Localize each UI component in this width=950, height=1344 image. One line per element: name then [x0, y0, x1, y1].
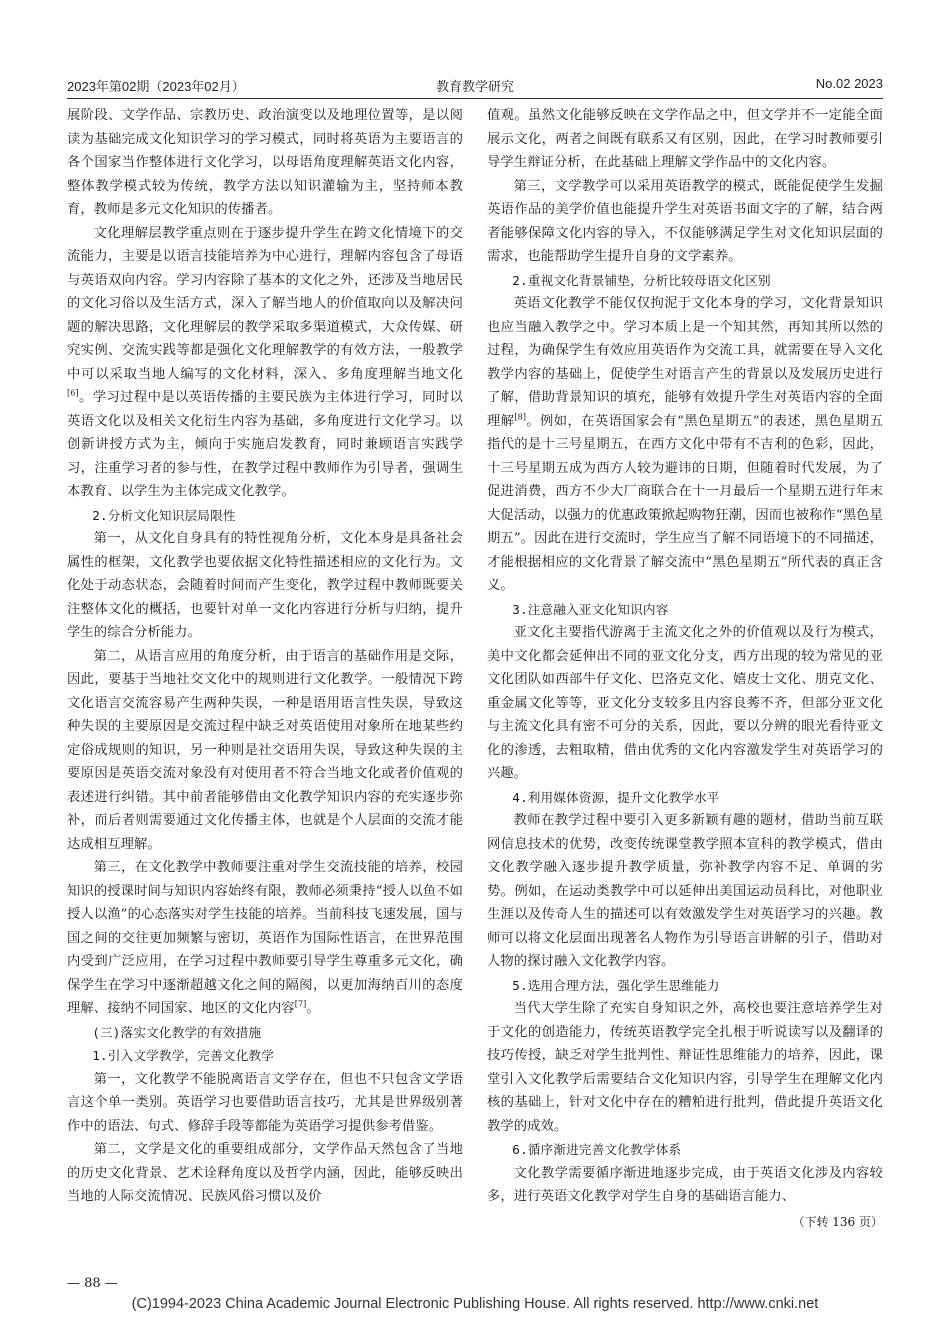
paragraph: 当代大学生除了充实自身知识之外，高校也要注意培养学生对于文化的创造能力，传统英语教学完全扎根于听说读写以及翻译的技巧传授，缺乏对学生批判性、辩证性思维能力的培养，因此，课堂引入文化教学后需要结合文化知识内容，引导学生在理解文化内核的基础上，针对文化中存在的糟粕进行批判，借此提升英语文化教学的成效。 [487, 1001, 883, 1134]
left-column [67, 104, 463, 1209]
continued-note: （下转 136 页） [792, 1214, 883, 1229]
paragraph [487, 292, 883, 598]
citation-ref: [7] [294, 999, 307, 1009]
paragraph: 第二，从语言应用的角度分析，由于语言的基础作用是交际，因此，要基于当地社交文化中的规则进行文化教学。一般情况下跨文化语言交流容易产生两种失误，一种是语用语言性失误，导致这种失误的主要原因是交流过程中缺乏对英语使用对象所在地某些约定俗成规则的知识，另一种则是社交语用失误，导致这种失误的主要原因是英语交流对象没有对使用者不符合当地文化或者价值观的表述进行纠错。其中前者能够借由文化教学知识内容的充实逐步弥补，而后者则需要通过文化传播主体，也就是个人层面的交流才能达成相互理解。 [67, 648, 463, 852]
paragraph-text: 。学习过程中是以英语传播的主要民族为主体进行学习，同时以英语文化以及相关文化衍生内容为基础，多角度进行文化学习。以创新讲授方式为主，倾向于实施启发教育，同时兼顾语言实践学习，注重学习者的参与性，在教学过程中教师作为引导者，强调生本教育、以学生为主体完成文化教学。 [67, 390, 463, 499]
paragraph: 第一，从文化自身具有的特性视角分析，文化本身是具备社会属性的框架，文化教学也要依据文化特性描述相应的文化行为。文化处于动态状态，会随着时间而产生变化，教学过程中教师既要关注整体文化的概括，也要针对单一文化内容进行分析与归纳，提升学生的综合分析能力。 [67, 531, 463, 640]
right-column [487, 104, 883, 1233]
subsection-heading: 1.引入文学教学，完善文化教学 [92, 1048, 275, 1063]
subsection-heading: 4.利用媒体资源，提升文化教学水平 [512, 789, 720, 805]
paragraph-text: 。例如，在英语国家会有“黑色星期五”的表述，黑色星期五指代的是十三号星期五，在西方文化中带有不吉利的色彩，因此，十三号星期五成为西方人较为避讳的日期，但随着时代发展，为了促进消费，西方不少大厂商联合在十一月最后一个星期五进行年末大促活动，以强力的优惠政策掀起购物狂潮，因而也被称作“黑色星期五”。因此在进行交流时，学生应当了解不同语境下的不同描述，才能根据相应的文化背景了解交流中“黑色星期五”所代表的真正含义。 [487, 413, 883, 593]
section-heading: (三)落实文化教学的有效措施 [92, 1024, 262, 1040]
paragraph: 第一，文化教学不能脱离语言文学存在，但也不只包含文学语言这个单一类别。英语学习也要借助语言技巧，尤其是世界级别著作中的语法、句式、修辞手段等都能为英语学习提供参考借鉴。 [67, 1071, 463, 1134]
citation-ref: [8] [514, 412, 527, 422]
paragraph [67, 856, 463, 1021]
section-title: 教育教学研究 [435, 79, 514, 94]
paragraph-text: 文化理解层教学重点则在于逐步提升学生在跨文化情境下的交流能力，主要是以语言技能培养为中心进行，理解内容包含了母语与英语双向内容。学习内容除了基本的文化之外，还涉及当地居民的文化习俗以及生活方式，深入了解当地人的价值取向以及解决问题的解决思路，文化理解层的教学采取多渠道模式，大众传媒、研究实例、交流实践等都是强化文化理解教学的有效方法，一般教学中可以采取当地人编写的文化材料，深入、多角度理解当地文化 [67, 225, 463, 382]
issue-number: No.02 2023 [815, 76, 883, 91]
subsection-heading: 2.重视文化背景铺垫，分析比较母语文化区别 [512, 272, 771, 288]
paragraph: 亚文化主要指代游离于主流文化之外的价值观以及行为模式，美中文化都会延伸出不同的亚文化分支，西方出现的较为常见的亚文化团队如西部牛仔文化、巴洛克文化、嬉皮士文化、朋克文化、重金属文化等等，亚文化分支较多且内容良莠不齐，但部分亚文化与主流文化具有密不可分的关系，因此，要以分辨的眼光看待亚文化的渗透，去粗取精，借由优秀的文化内容激发学生对英语学习的兴趣。 [487, 625, 883, 781]
subsection-heading: 3.注意融入亚文化知识内容 [512, 601, 669, 617]
paragraph [67, 222, 463, 504]
paragraph-text: 英语文化教学不能仅仅拘泥于文化本身的学习，文化背景知识也应当融入教学之中。学习本质上是一个知其然，再知其所以然的过程，为确保学生有效应用英语作为交流工具，就需要在导入文化教学内容的基础上，促使学生对语言产生的背景以及发展历史进行了解，借助背景知识的填充，能够有效提升学生对英语内容的全面理解 [487, 296, 883, 429]
paragraph: 文化教学需要循序渐进地逐步完成，由于英语文化涉及内容较多，进行英语文化教学对学生自身的基础语言能力、 [487, 1165, 883, 1204]
page-number: — 88 — [67, 1276, 118, 1291]
paragraph: 第三，文学教学可以采用英语教学的模式，既能促使学生发掘英语作品的美学价值也能提升学生对英语书面文字的了解，结合两者能够保障文化内容的导入，不仅能够满足学生对文化知识层面的需求，也能帮助学生提升自身的文学素养。 [487, 178, 883, 264]
journal-issue: 2023年第02期（2023年02月） [67, 79, 245, 94]
citation-ref: [6] [67, 388, 79, 398]
paragraph: 教师在教学过程中要引入更多新颖有趣的题材，借助当前互联网信息技术的优势，改变传统课堂教学照本宣科的教学模式，借由文化教学融入逐步提升教学质量，弥补教学内容不足、单调的劣势。例如，在运动类教学中可以延伸出美国运动员科比，对他职业生涯以及传奇人生的描述可以有效激发学生对英语学习的兴趣。教师可以将文化层面出现著名人物作为引导语言讲解的引子，借助对人物的探讨融入文化教学内容。 [487, 813, 883, 969]
subsection-heading: 2.分析文化知识层局限性 [92, 507, 236, 523]
copyright-footer: (C)1994-2023 China Academic Journal Electronic Publishing House. All rights reserved. http://www.cnki.net [131, 1296, 819, 1312]
paragraph-text: 。 [306, 1001, 320, 1016]
paragraph: 第二，文学是文化的重要组成部分，文学作品天然包含了当地的历史文化背景、艺术诠释角度以及哲学内涵，因此，能够反映出当地的人际交流情况、民族风俗习惯以及价 [67, 1142, 463, 1204]
subsection-heading: 6.循序渐进完善文化教学体系 [512, 1142, 682, 1157]
subsection-heading: 5.选用合理方法，强化学生思维能力 [512, 977, 720, 993]
paragraph: 展阶段、文学作品、宗教历史、政治演变以及地理位置等，是以阅读为基础完成文化知识学习的学习模式，同时将英语为主要语言的各个国家当作整体进行文化学习，以母语角度理解英语文化内容，整体教学模式较为传统，教学方法以知识灌输为主，坚持师本教育，教师是多元文化知识的传播者。 [67, 108, 463, 217]
paragraph-text: 第三，在文化教学中教师要注重对学生交流技能的培养，校园知识的授课时间与知识内容始终有限，教师必须秉持“授人以鱼不如授人以渔”的心态落实对学生技能的培养。当前科技飞速发展，国与国之间的交往更加频繁与密切，英语作为国际性语言，在世界范围内受到广泛应用，在学习过程中教师要引导学生尊重多元文化，确保学生在学习中逐渐超越文化之间的隔阂，以更加海纳百川的态度理解、接纳不同国家、地区的文化内容 [67, 860, 463, 1016]
running-header [67, 76, 883, 99]
paragraph: 值观。虽然文化能够反映在文学作品之中，但文学并不一定能全面展示文化，两者之间既有联系又有区别，因此，在学习时教师要引导学生辩证分析，在此基础上理解文学作品中的文化内容。 [487, 108, 883, 170]
